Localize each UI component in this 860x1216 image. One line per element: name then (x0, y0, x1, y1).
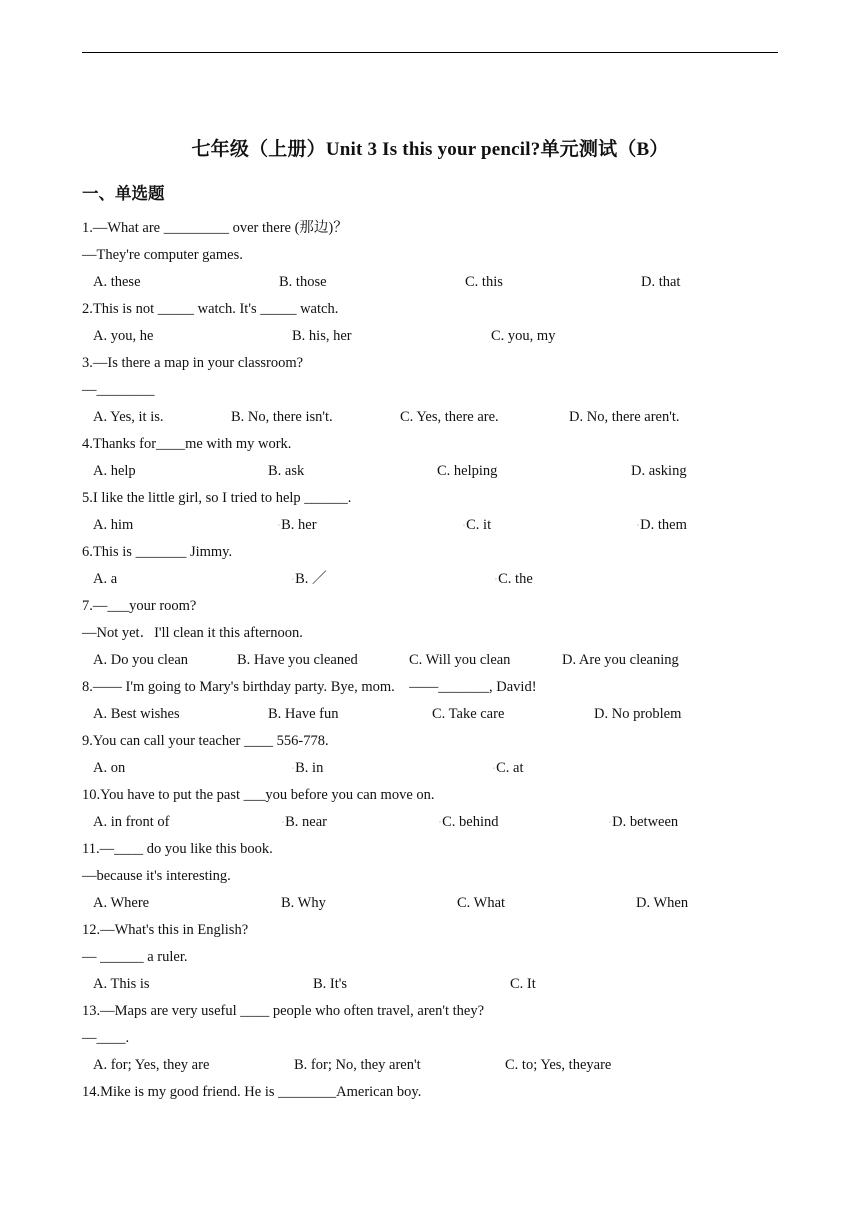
header-rule (82, 52, 778, 53)
question-4-option-c: C. helping (437, 463, 498, 479)
question-1-line-2: —They're computer games. (82, 247, 243, 263)
question-10-option-d-label: D. between (612, 814, 679, 830)
bullet-dot-icon: ◦ (609, 819, 612, 826)
question-3-option-d: D. No, there aren't. (569, 409, 680, 425)
question-3-line-2: —________ (82, 382, 155, 398)
question-6-line-1: 6.This is _______ Jimmy. (82, 544, 233, 560)
bullet-dot-icon: ◦ (282, 819, 285, 826)
section-heading: 一、单选题 (82, 184, 165, 203)
bullet-dot-icon: ◦ (439, 819, 442, 826)
question-5-line-1: 5.I like the little girl, so I tried to help ______. (82, 490, 352, 506)
question-1-option-d: D. that (641, 274, 681, 290)
question-11-line-1: 11.—____ do you like this book. (82, 841, 273, 857)
question-8-option-b: B. Have fun (268, 706, 339, 722)
bullet-dot-icon: ◦ (637, 522, 640, 529)
bullet-dot-icon: ◦ (292, 576, 295, 583)
question-1-option-c: C. this (465, 274, 503, 290)
question-13-line-1: 13.—Maps are very useful ____ people who often travel, aren't they? (82, 1003, 485, 1019)
question-9-option-a: A. on (93, 760, 126, 776)
question-8-option-a: A. Best wishes (93, 706, 180, 722)
question-1-option-b: B. those (279, 274, 327, 290)
question-4-option-a: A. help (93, 463, 136, 479)
question-12-option-c: C. It (510, 976, 536, 992)
question-2-option-c: C. you, my (491, 328, 556, 344)
question-5-option-c-label: C. it (466, 517, 492, 533)
question-14-line-1: 14.Mike is my good friend. He is ________American boy. (82, 1084, 422, 1100)
question-11-option-d: D. When (636, 895, 689, 911)
question-13-option-c: C. to; Yes, theyare (505, 1057, 612, 1073)
question-10-option-c-label: C. behind (442, 814, 499, 830)
question-11-line-2: —because it's interesting. (82, 868, 231, 884)
question-3-option-c: C. Yes, there are. (400, 409, 499, 425)
question-5-option-b-label: B. her (281, 517, 317, 533)
question-7-line-1: 7.—___your room? (82, 598, 197, 614)
question-11-option-b: B. Why (281, 895, 326, 911)
question-5-option-d (637, 516, 687, 535)
question-10-option-c (439, 813, 499, 832)
question-13-line-2: —____. (82, 1030, 130, 1046)
question-6-option-a: A. a (93, 571, 118, 587)
question-9-option-c (493, 759, 524, 778)
question-11-option-a: A. Where (93, 895, 150, 911)
question-7-option-b: B. Have you cleaned (237, 652, 358, 668)
question-5-option-a: A. him (93, 517, 134, 533)
question-7-option-a: A. Do you clean (93, 652, 189, 668)
question-5-option-b (278, 516, 317, 535)
question-8-line-1: 8.—— I'm going to Mary's birthday party. Bye, mom. ——_______, David! (82, 679, 537, 695)
bullet-dot-icon: ◦ (292, 765, 295, 772)
question-10-option-d (609, 813, 678, 832)
question-12-option-a: A. This is (93, 976, 150, 992)
question-6-option-b (292, 570, 327, 589)
question-13-option-b: B. for; No, they aren't (294, 1057, 421, 1073)
question-8-option-c: C. Take care (432, 706, 505, 722)
question-6-option-c-label: C. the (498, 571, 533, 587)
bullet-dot-icon: ◦ (493, 765, 496, 772)
question-12-line-2: — ______ a ruler. (82, 949, 188, 965)
question-3-option-b: B. No, there isn't. (231, 409, 333, 425)
question-2-option-a: A. you, he (93, 328, 154, 344)
question-9-line-1: 9.You can call your teacher ____ 556-778. (82, 733, 329, 749)
question-8-option-d: D. No problem (594, 706, 682, 722)
question-10-option-a: A. in front of (93, 814, 170, 830)
question-13-option-a: A. for; Yes, they are (93, 1057, 210, 1073)
question-5-option-c (463, 516, 491, 535)
question-3-option-a: A. Yes, it is. (93, 409, 164, 425)
question-11-option-c: C. What (457, 895, 506, 911)
question-7-option-d: D. Are you cleaning (562, 652, 679, 668)
bullet-dot-icon: ◦ (463, 522, 466, 529)
question-9-option-b (292, 759, 323, 778)
question-1-line-1: 1.—What are _________ over there (那边)？ (82, 220, 348, 236)
question-1-option-a: A. these (93, 274, 141, 290)
question-10-option-b (282, 813, 327, 832)
question-10-option-b-label: B. near (285, 814, 328, 830)
question-2-option-b: B. his, her (292, 328, 352, 344)
question-6-option-c (495, 570, 533, 589)
question-7-line-2: —Not yet．I'll clean it this afternoon. (82, 625, 303, 641)
question-4-line-1: 4.Thanks for____me with my work. (82, 436, 292, 452)
question-9-option-b-label: B. in (295, 760, 324, 776)
question-4-option-d: D. asking (631, 463, 687, 479)
question-12-option-b: B. It's (313, 976, 348, 992)
question-6-option-b-label: B. ／ (295, 571, 327, 587)
question-7-option-c: C. Will you clean (409, 652, 511, 668)
question-10-line-1: 10.You have to put the past ___you before you can move on. (82, 787, 435, 803)
question-3-line-1: 3.—Is there a map in your classroom? (82, 355, 304, 371)
question-5-option-d-label: D. them (640, 517, 687, 533)
bullet-dot-icon: ◦ (495, 576, 498, 583)
question-12-line-1: 12.—What's this in English? (82, 922, 249, 938)
page-title: 七年级（上册）Unit 3 Is this your pencil?单元测试（B） (191, 139, 669, 160)
question-9-option-c-label: C. at (496, 760, 524, 776)
question-4-option-b: B. ask (268, 463, 305, 479)
bullet-dot-icon: ◦ (278, 522, 281, 529)
question-2-line-1: 2.This is not _____ watch. It's _____ watch. (82, 301, 339, 317)
